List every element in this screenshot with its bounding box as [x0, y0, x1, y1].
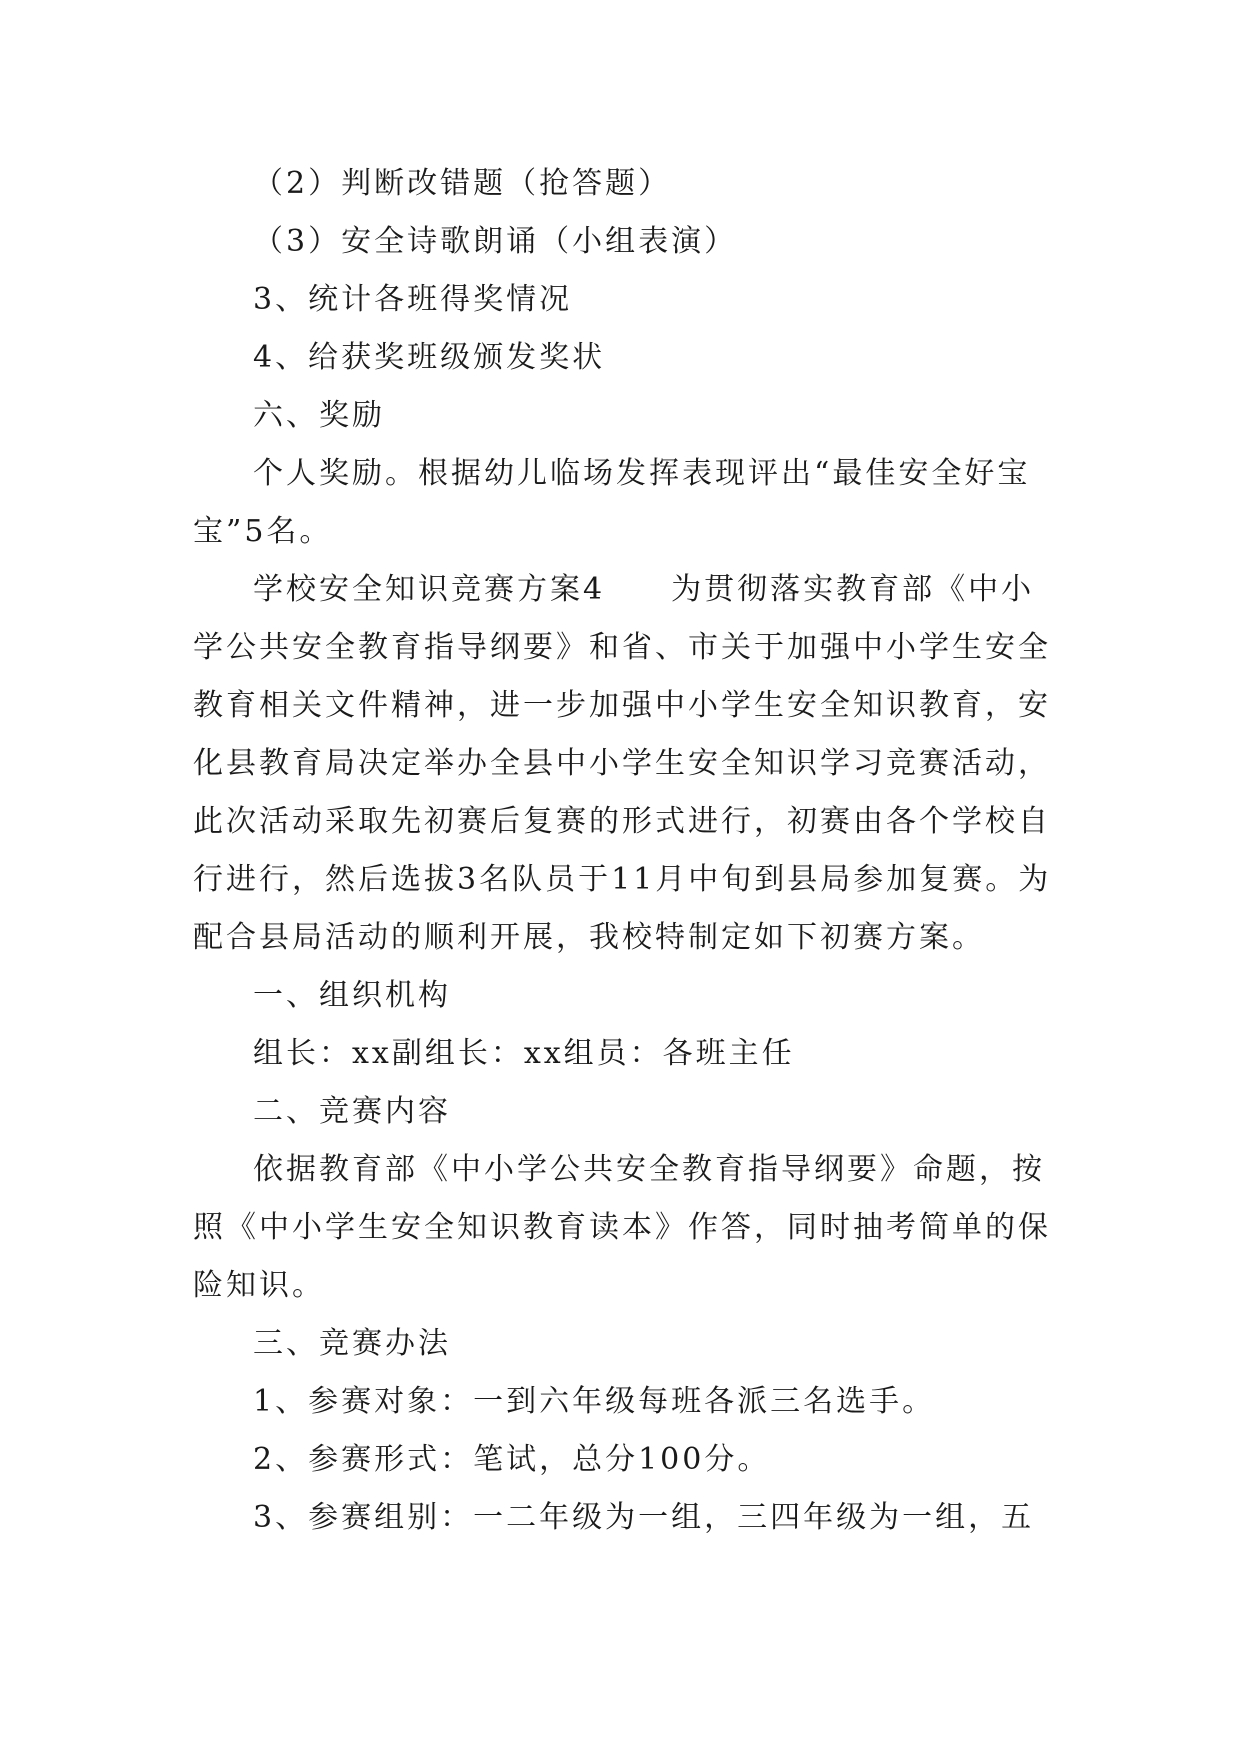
paragraph-poetry-recital: （3）安全诗歌朗诵（小组表演）: [253, 224, 738, 259]
paragraph-groups: 3、参赛组别：一二年级为一组，三四年级为一组，五: [253, 1500, 1035, 1535]
paragraph-competition-content: 依据教育部《中小学公共安全教育指导纲要》命题，按照《中小学生安全知识教育读本》作答，同时抽考简单的保险知识。: [193, 1152, 1051, 1303]
section-heading-content: 二、竞赛内容: [253, 1094, 451, 1129]
section-heading-organization: 一、组织机构: [253, 978, 451, 1013]
paragraph-issue-certificates: 4、给获奖班级颁发奖状: [253, 340, 606, 375]
paragraph-individual-rewards: 个人奖励。根据幼儿临场发挥表现评出“最佳安全好宝宝”5名。: [193, 456, 1031, 549]
paragraph-judgement-question: （2）判断改错题（抢答题）: [253, 166, 672, 201]
document-body: [193, 155, 1055, 1547]
section-heading-method: 三、竞赛办法: [253, 1326, 451, 1361]
paragraph-plan-4-intro: 学校安全知识竞赛方案4 为贯彻落实教育部《中小学公共安全教育指导纲要》和省、市关于加强中小学生安全教育相关文件精神，进一步加强中小学生安全知识教育，安化县教育局决定举办全县中小学生安全知识学习竞赛活动，此次活动采取先初赛后复赛的形式进行，初赛由各个学校自行进行，然后选拔3名队员于11月中旬到县局参加复赛。为配合县局活动的顺利开展，我校特制定如下初赛方案。: [193, 572, 1052, 955]
paragraph-organization-members: 组长：xx副组长：xx组员：各班主任: [253, 1036, 795, 1071]
paragraph-format: 2、参赛形式：笔试，总分100分。: [253, 1442, 771, 1477]
paragraph-count-awards: 3、统计各班得奖情况: [253, 282, 573, 317]
section-heading-rewards: 六、奖励: [253, 398, 385, 433]
paragraph-participants: 1、参赛对象：一到六年级每班各派三名选手。: [253, 1384, 936, 1419]
